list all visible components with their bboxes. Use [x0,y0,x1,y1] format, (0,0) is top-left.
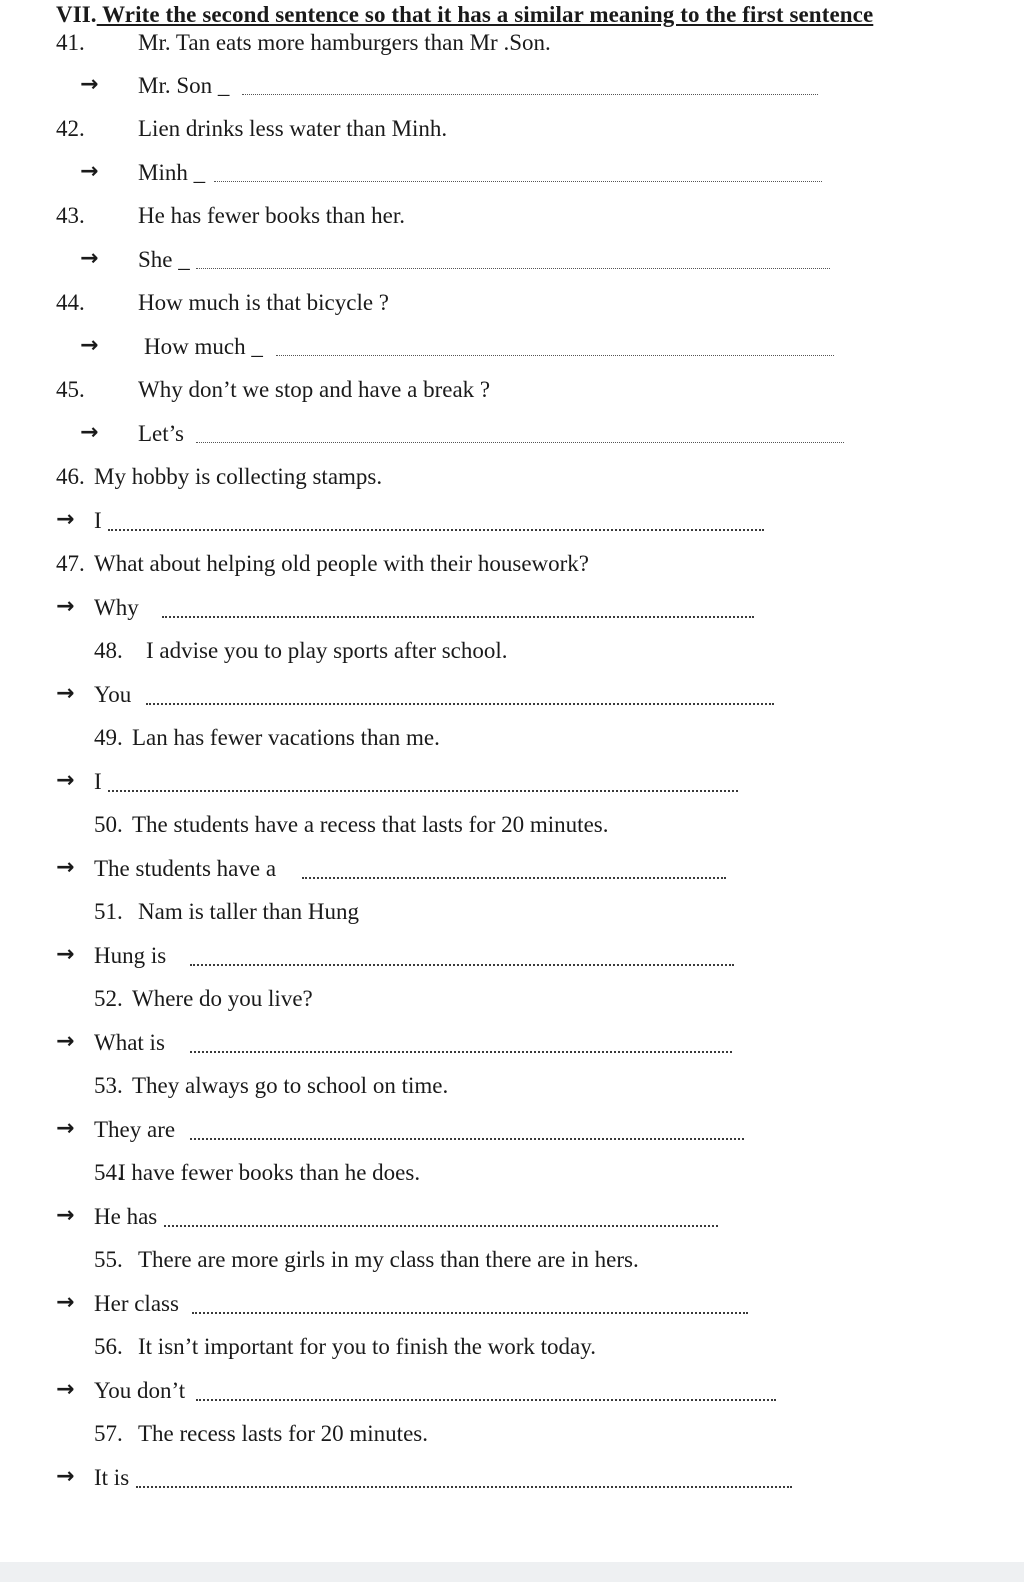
question-number: 48. [94,638,123,663]
answer-blank[interactable] [242,94,818,95]
answer-prompt: They are [94,1117,176,1142]
answer-49 [0,769,1024,799]
arrow-icon: → [56,768,75,793]
question-number: 57. [94,1421,123,1446]
arrow-icon: → [80,159,99,184]
question-sentence: Lien drinks less water than Minh. [138,116,448,141]
question-52 [0,986,1024,1016]
question-number: 56. [94,1334,123,1359]
answer-prompt: Let’s [138,421,184,446]
question-number: 53. [94,1073,123,1098]
question-sentence: There are more girls in my class than there are in hers. [138,1247,639,1272]
arrow-icon: → [56,507,75,532]
answer-prompt: Her class [94,1291,179,1316]
question-number: 45. [56,377,85,402]
answer-blank[interactable] [146,703,774,705]
answer-prompt: I [94,508,102,533]
question-43 [0,203,1024,233]
answer-prompt: I [94,769,102,794]
question-53 [0,1073,1024,1103]
question-number: 54. [94,1160,123,1185]
arrow-icon: → [56,1029,75,1054]
answer-blank[interactable] [108,790,738,792]
answer-blank[interactable] [192,1312,748,1314]
question-54 [0,1160,1024,1190]
answer-prompt: Hung is [94,943,167,968]
answer-blank[interactable] [276,355,834,356]
question-sentence: Lan has fewer vacations than me. [132,725,440,750]
question-number: 55. [94,1247,123,1272]
question-sentence: I advise you to play sports after school. [146,638,508,663]
question-sentence: Where do you live? [132,986,313,1011]
answer-blank[interactable] [136,1486,792,1488]
arrow-icon: → [56,681,75,706]
question-number: 51. [94,899,123,924]
answer-41 [0,73,1024,103]
arrow-icon: → [80,420,99,445]
section-number: VII. [56,2,97,27]
answer-prompt: It is [94,1465,130,1490]
question-55 [0,1247,1024,1277]
arrow-icon: → [56,1203,75,1228]
answer-prompt: Mr. Son _ [138,73,230,98]
question-number: 50. [94,812,123,837]
answer-blank[interactable] [162,616,754,618]
question-number: 43. [56,203,85,228]
arrow-icon: → [56,594,75,619]
question-sentence: The students have a recess that lasts for 20 minutes. [132,812,609,837]
question-45 [0,377,1024,407]
answer-56 [0,1378,1024,1408]
question-57 [0,1421,1024,1451]
answer-46 [0,508,1024,538]
answer-blank[interactable] [190,1051,732,1053]
question-sentence: He has fewer books than her. [138,203,405,228]
answer-53 [0,1117,1024,1147]
question-48 [0,638,1024,668]
arrow-icon: → [56,1377,75,1402]
section-title [56,2,873,28]
answer-51 [0,943,1024,973]
question-51 [0,899,1024,929]
question-sentence: How much is that bicycle ? [138,290,390,315]
question-sentence: They always go to school on time. [132,1073,449,1098]
answer-blank[interactable] [190,1138,744,1140]
answer-43 [0,247,1024,277]
answer-blank[interactable] [214,181,822,182]
answer-44 [0,334,1024,364]
answer-50 [0,856,1024,886]
question-sentence: Why don’t we stop and have a break ? [138,377,491,402]
question-sentence: What about helping old people with their housework? [94,551,590,576]
answer-blank[interactable] [302,877,726,879]
answer-42 [0,160,1024,190]
question-sentence: My hobby is collecting stamps. [94,464,383,489]
answer-prompt: You [94,682,132,707]
answer-prompt: Minh _ [138,160,206,185]
answer-55 [0,1291,1024,1321]
answer-prompt: The students have a [94,856,277,881]
question-46 [0,464,1024,494]
question-number: 41. [56,30,85,55]
question-47 [0,551,1024,581]
arrow-icon: → [56,1290,75,1315]
arrow-icon: → [80,246,99,271]
question-sentence: Nam is taller than Hung [138,899,360,924]
answer-blank[interactable] [190,964,734,966]
answer-blank[interactable] [196,268,830,269]
answer-prompt: You don’t [94,1378,186,1403]
section-instruction: Write the second sentence so that it has a similar meaning to the first sentence [96,2,874,27]
answer-prompt: Why [94,595,139,620]
question-sentence: I have fewer books than he does. [118,1160,421,1185]
arrow-icon: → [56,1464,75,1489]
answer-blank[interactable] [164,1225,718,1227]
question-number: 46. [56,464,85,489]
question-sentence: It isn’t important for you to finish the work today. [138,1334,597,1359]
answer-prompt: She _ [138,247,190,272]
question-sentence: Mr. Tan eats more hamburgers than Mr .Son. [138,30,551,55]
answer-45 [0,421,1024,451]
question-50 [0,812,1024,842]
question-49 [0,725,1024,755]
arrow-icon: → [56,855,75,880]
question-number: 47. [56,551,85,576]
arrow-icon: → [56,942,75,967]
answer-57 [0,1465,1024,1495]
answer-blank[interactable] [108,529,764,531]
question-number: 49. [94,725,123,750]
answer-47 [0,595,1024,625]
answer-prompt: What is [94,1030,165,1055]
answer-48 [0,682,1024,712]
question-56 [0,1334,1024,1364]
answer-blank[interactable] [196,442,844,443]
answer-prompt: How much _ [144,334,263,359]
arrow-icon: → [80,72,99,97]
question-sentence: The recess lasts for 20 minutes. [138,1421,428,1446]
answer-52 [0,1030,1024,1060]
question-42 [0,116,1024,146]
answer-prompt: He has [94,1204,158,1229]
page-bottom-edge [0,1562,1024,1582]
question-number: 44. [56,290,85,315]
arrow-icon: → [56,1116,75,1141]
question-44 [0,290,1024,320]
question-number: 42. [56,116,85,141]
answer-54 [0,1204,1024,1234]
question-41 [0,30,1024,60]
question-number: 52. [94,986,123,1011]
arrow-icon: → [80,333,99,358]
answer-blank[interactable] [196,1399,776,1401]
